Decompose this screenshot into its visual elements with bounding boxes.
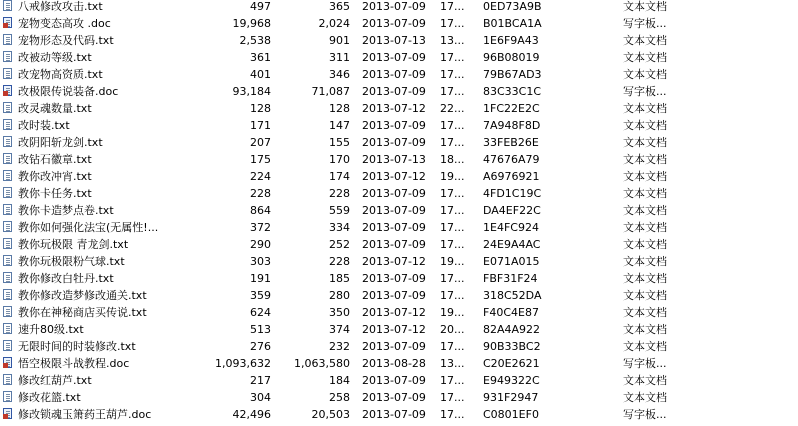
file-type: 文本文档 <box>623 374 667 387</box>
file-packed-size: 147 <box>329 119 350 132</box>
file-packed-size: 559 <box>329 204 350 217</box>
text-file-icon <box>3 34 12 45</box>
text-file-icon <box>3 306 12 317</box>
file-row[interactable] <box>0 202 798 219</box>
file-date: 2013-07-09 <box>362 51 426 64</box>
file-name: 教你修改造梦修改通关.txt <box>18 289 147 302</box>
text-file-icon <box>3 374 12 385</box>
file-row[interactable] <box>0 236 798 253</box>
file-row[interactable] <box>0 389 798 406</box>
file-crc: A6976921 <box>483 170 540 183</box>
text-file-icon <box>3 119 12 130</box>
file-time: 13... <box>440 357 465 370</box>
file-packed-size: 334 <box>329 221 350 234</box>
file-crc: 79B67AD3 <box>483 68 542 81</box>
file-icon-cell <box>2 236 16 253</box>
file-time: 17... <box>440 85 465 98</box>
file-date: 2013-07-09 <box>362 340 426 353</box>
file-date: 2013-07-09 <box>362 221 426 234</box>
file-crc: E071A015 <box>483 255 540 268</box>
file-date: 2013-07-09 <box>362 238 426 251</box>
file-type: 写字板... <box>623 357 667 370</box>
file-date: 2013-07-12 <box>362 306 426 319</box>
file-crc: 24E9A4AC <box>483 238 541 251</box>
file-type: 文本文档 <box>623 323 667 336</box>
file-crc: C0801EF0 <box>483 408 539 421</box>
file-packed-size: 311 <box>329 51 350 64</box>
text-file-icon <box>3 289 12 300</box>
text-file-icon <box>3 272 12 283</box>
text-file-icon <box>3 153 12 164</box>
doc-file-icon <box>3 408 12 419</box>
file-packed-size: 128 <box>329 102 350 115</box>
file-crc: 1E6F9A43 <box>483 34 539 47</box>
text-file-icon <box>3 170 12 181</box>
file-type: 文本文档 <box>623 306 667 319</box>
file-size: 361 <box>250 51 271 64</box>
file-size: 42,496 <box>232 408 271 421</box>
file-packed-size: 2,024 <box>318 17 350 30</box>
file-type: 文本文档 <box>623 238 667 251</box>
file-date: 2013-07-12 <box>362 102 426 115</box>
file-icon-cell <box>2 338 16 355</box>
file-packed-size: 346 <box>329 68 350 81</box>
file-date: 2013-07-09 <box>362 272 426 285</box>
file-type: 文本文档 <box>623 102 667 115</box>
file-time: 19... <box>440 170 465 183</box>
file-date: 2013-08-28 <box>362 357 426 370</box>
file-icon-cell <box>2 287 16 304</box>
file-time: 17... <box>440 272 465 285</box>
file-type: 文本文档 <box>623 391 667 404</box>
file-packed-size: 185 <box>329 272 350 285</box>
file-icon-cell <box>2 134 16 151</box>
file-row[interactable] <box>0 117 798 134</box>
file-name: 宠物变态高攻 .doc <box>18 17 111 30</box>
file-packed-size: 71,087 <box>311 85 350 98</box>
file-name: 教你在神秘商店买传说.txt <box>18 306 147 319</box>
file-date: 2013-07-13 <box>362 153 426 166</box>
file-size: 191 <box>250 272 271 285</box>
file-row[interactable] <box>0 83 798 100</box>
file-name: 悟空极限斗战教程.doc <box>18 357 130 370</box>
file-crc: E949322C <box>483 374 540 387</box>
file-icon-cell <box>2 321 16 338</box>
file-crc: 318C52DA <box>483 289 542 302</box>
file-time: 17... <box>440 136 465 149</box>
file-name: 修改红葫芦.txt <box>18 374 92 387</box>
file-size: 2,538 <box>239 34 271 47</box>
file-name: 教你卡造梦点卷.txt <box>18 204 114 217</box>
file-time: 17... <box>440 391 465 404</box>
file-row[interactable] <box>0 287 798 304</box>
text-file-icon <box>3 187 12 198</box>
file-packed-size: 155 <box>329 136 350 149</box>
file-crc: DA4EF22C <box>483 204 541 217</box>
file-crc: FBF31F24 <box>483 272 538 285</box>
file-packed-size: 174 <box>329 170 350 183</box>
file-size: 303 <box>250 255 271 268</box>
text-file-icon <box>3 102 12 113</box>
file-size: 276 <box>250 340 271 353</box>
file-row[interactable] <box>0 100 798 117</box>
doc-file-icon <box>3 85 12 96</box>
file-row[interactable] <box>0 406 798 423</box>
file-icon-cell <box>2 83 16 100</box>
file-time: 17... <box>440 51 465 64</box>
file-packed-size: 350 <box>329 306 350 319</box>
file-size: 624 <box>250 306 271 319</box>
file-icon-cell <box>2 219 16 236</box>
file-row[interactable] <box>0 0 798 15</box>
file-icon-cell <box>2 389 16 406</box>
file-packed-size: 228 <box>329 187 350 200</box>
file-crc: 931F2947 <box>483 391 539 404</box>
file-type: 文本文档 <box>623 119 667 132</box>
file-name: 无限时间的时装修改.txt <box>18 340 136 353</box>
file-type: 文本文档 <box>623 255 667 268</box>
text-file-icon <box>3 51 12 62</box>
text-file-icon <box>3 391 12 402</box>
file-name: 八戒修改攻击.txt <box>18 0 103 13</box>
file-size: 93,184 <box>232 85 271 98</box>
file-icon-cell <box>2 406 16 423</box>
file-name: 修改花篮.txt <box>18 391 81 404</box>
file-size: 228 <box>250 187 271 200</box>
file-date: 2013-07-09 <box>362 119 426 132</box>
file-date: 2013-07-09 <box>362 85 426 98</box>
file-type: 文本文档 <box>623 221 667 234</box>
file-icon-cell <box>2 185 16 202</box>
file-time: 22... <box>440 102 465 115</box>
file-date: 2013-07-09 <box>362 408 426 421</box>
file-crc: C20E2621 <box>483 357 540 370</box>
text-file-icon <box>3 221 12 232</box>
file-row[interactable] <box>0 168 798 185</box>
file-packed-size: 258 <box>329 391 350 404</box>
file-name: 改阴阳斩龙剑.txt <box>18 136 103 149</box>
file-crc: 1E4FC924 <box>483 221 539 234</box>
file-packed-size: 1,063,580 <box>294 357 350 370</box>
file-name: 改被动等级.txt <box>18 51 92 64</box>
file-type: 文本文档 <box>623 340 667 353</box>
text-file-icon <box>3 68 12 79</box>
file-date: 2013-07-09 <box>362 17 426 30</box>
file-row[interactable] <box>0 32 798 49</box>
file-icon-cell <box>2 202 16 219</box>
file-time: 17... <box>440 238 465 251</box>
file-packed-size: 184 <box>329 374 350 387</box>
text-file-icon <box>3 136 12 147</box>
file-icon-cell <box>2 49 16 66</box>
file-type: 文本文档 <box>623 0 667 13</box>
file-size: 207 <box>250 136 271 149</box>
file-row[interactable] <box>0 134 798 151</box>
file-time: 17... <box>440 17 465 30</box>
file-time: 17... <box>440 187 465 200</box>
file-date: 2013-07-13 <box>362 34 426 47</box>
file-type: 文本文档 <box>623 68 667 81</box>
file-icon-cell <box>2 304 16 321</box>
file-date: 2013-07-09 <box>362 68 426 81</box>
file-name: 教你玩极限 青龙剑.txt <box>18 238 129 251</box>
file-size: 224 <box>250 170 271 183</box>
file-row[interactable] <box>0 185 798 202</box>
doc-file-icon <box>3 357 12 368</box>
file-icon-cell <box>2 270 16 287</box>
file-row[interactable] <box>0 304 798 321</box>
file-icon-cell <box>2 15 16 32</box>
file-name: 教你改冲宵.txt <box>18 170 92 183</box>
file-time: 17... <box>440 340 465 353</box>
file-name: 改宠物高资质.txt <box>18 68 103 81</box>
file-name: 改钻石徽章.txt <box>18 153 92 166</box>
file-crc: 1FC22E2C <box>483 102 540 115</box>
file-time: 17... <box>440 0 465 13</box>
file-icon-cell <box>2 372 16 389</box>
file-crc: 83C33C1C <box>483 85 542 98</box>
file-packed-size: 374 <box>329 323 350 336</box>
file-size: 175 <box>250 153 271 166</box>
file-name: 速升80级.txt <box>18 323 84 336</box>
text-file-icon <box>3 204 12 215</box>
file-time: 17... <box>440 374 465 387</box>
file-time: 19... <box>440 255 465 268</box>
file-packed-size: 365 <box>329 0 350 13</box>
file-crc: 7A948F8D <box>483 119 541 132</box>
file-time: 17... <box>440 408 465 421</box>
file-size: 372 <box>250 221 271 234</box>
doc-file-icon <box>3 17 12 28</box>
file-name: 宠物形态及代码.txt <box>18 34 114 47</box>
file-type: 文本文档 <box>623 272 667 285</box>
file-time: 13... <box>440 34 465 47</box>
file-crc: 96B08019 <box>483 51 540 64</box>
file-type: 文本文档 <box>623 187 667 200</box>
file-size: 304 <box>250 391 271 404</box>
file-date: 2013-07-09 <box>362 289 426 302</box>
file-row[interactable] <box>0 270 798 287</box>
file-icon-cell <box>2 117 16 134</box>
file-size: 1,093,632 <box>215 357 271 370</box>
file-size: 19,968 <box>232 17 271 30</box>
file-date: 2013-07-09 <box>362 0 426 13</box>
file-crc: 82A4A922 <box>483 323 541 336</box>
file-crc: B01BCA1A <box>483 17 542 30</box>
file-size: 864 <box>250 204 271 217</box>
file-size: 497 <box>250 0 271 13</box>
file-icon-cell <box>2 32 16 49</box>
file-date: 2013-07-09 <box>362 187 426 200</box>
file-row[interactable] <box>0 151 798 168</box>
file-name: 改灵魂数量.txt <box>18 102 92 115</box>
file-type: 文本文档 <box>623 289 667 302</box>
file-icon-cell <box>2 168 16 185</box>
file-icon-cell <box>2 0 16 15</box>
file-row[interactable] <box>0 49 798 66</box>
file-date: 2013-07-09 <box>362 391 426 404</box>
file-type: 写字板... <box>623 17 667 30</box>
file-crc: 33FEB26E <box>483 136 539 149</box>
file-row[interactable] <box>0 355 798 372</box>
file-size: 290 <box>250 238 271 251</box>
file-packed-size: 170 <box>329 153 350 166</box>
file-size: 171 <box>250 119 271 132</box>
file-name: 教你玩极限粉气球.txt <box>18 255 125 268</box>
file-time: 18... <box>440 153 465 166</box>
file-packed-size: 232 <box>329 340 350 353</box>
file-icon-cell <box>2 100 16 117</box>
file-time: 17... <box>440 204 465 217</box>
file-type: 文本文档 <box>623 34 667 47</box>
file-packed-size: 228 <box>329 255 350 268</box>
file-type: 文本文档 <box>623 153 667 166</box>
file-row[interactable] <box>0 321 798 338</box>
file-size: 401 <box>250 68 271 81</box>
text-file-icon <box>3 255 12 266</box>
file-row[interactable] <box>0 15 798 32</box>
text-file-icon <box>3 0 12 11</box>
file-crc: 4FD1C19C <box>483 187 542 200</box>
file-row[interactable] <box>0 66 798 83</box>
file-packed-size: 901 <box>329 34 350 47</box>
text-file-icon <box>3 323 12 334</box>
file-type: 文本文档 <box>623 136 667 149</box>
file-size: 217 <box>250 374 271 387</box>
file-name: 教你卡任务.txt <box>18 187 92 200</box>
file-date: 2013-07-09 <box>362 204 426 217</box>
file-packed-size: 280 <box>329 289 350 302</box>
file-type: 写字板... <box>623 85 667 98</box>
file-size: 128 <box>250 102 271 115</box>
file-row[interactable] <box>0 372 798 389</box>
file-time: 20... <box>440 323 465 336</box>
file-name: 改极限传说装备.doc <box>18 85 119 98</box>
file-row[interactable] <box>0 338 798 355</box>
file-icon-cell <box>2 355 16 372</box>
file-crc: 47676A79 <box>483 153 540 166</box>
file-row[interactable] <box>0 219 798 236</box>
file-name: 教你修改白牡丹.txt <box>18 272 114 285</box>
file-type: 文本文档 <box>623 51 667 64</box>
file-name: 改时装.txt <box>18 119 70 132</box>
file-packed-size: 252 <box>329 238 350 251</box>
file-crc: 0ED73A9B <box>483 0 542 13</box>
text-file-icon <box>3 340 12 351</box>
file-date: 2013-07-09 <box>362 136 426 149</box>
file-type: 文本文档 <box>623 170 667 183</box>
file-time: 17... <box>440 68 465 81</box>
file-date: 2013-07-12 <box>362 170 426 183</box>
file-row[interactable] <box>0 253 798 270</box>
file-size: 359 <box>250 289 271 302</box>
file-date: 2013-07-09 <box>362 374 426 387</box>
file-name: 修改锁魂玉箫药王葫芦.doc <box>18 408 152 421</box>
file-crc: 90B33BC2 <box>483 340 541 353</box>
file-type: 写字板... <box>623 408 667 421</box>
file-date: 2013-07-12 <box>362 323 426 336</box>
file-type: 文本文档 <box>623 204 667 217</box>
file-date: 2013-07-12 <box>362 255 426 268</box>
text-file-icon <box>3 238 12 249</box>
file-icon-cell <box>2 253 16 270</box>
file-time: 19... <box>440 306 465 319</box>
file-time: 17... <box>440 221 465 234</box>
file-icon-cell <box>2 66 16 83</box>
file-packed-size: 20,503 <box>311 408 350 421</box>
file-icon-cell <box>2 151 16 168</box>
file-crc: F40C4E87 <box>483 306 539 319</box>
file-time: 17... <box>440 289 465 302</box>
file-time: 17... <box>440 119 465 132</box>
file-name: 教你如何强化法宝(无属性!... <box>18 221 159 234</box>
file-size: 513 <box>250 323 271 336</box>
